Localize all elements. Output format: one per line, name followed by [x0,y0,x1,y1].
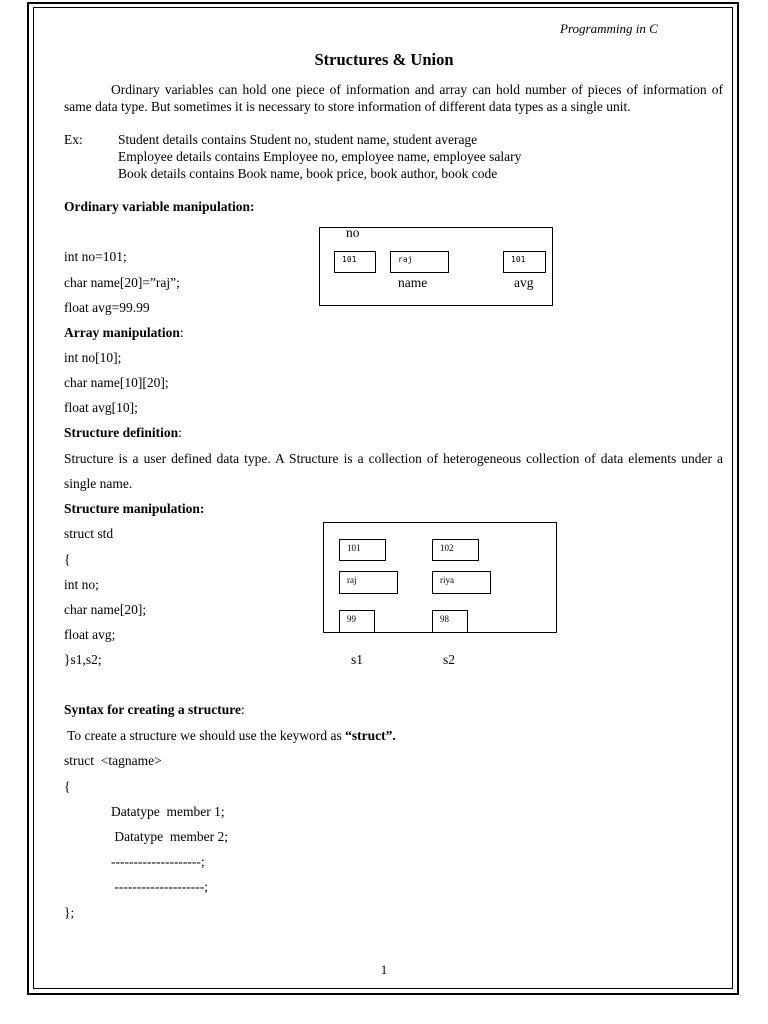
structdef-text: Structure is a user defined data type. A Structure is a collection of heterogeneous collection of data elements under a single name. [64,451,723,491]
code-line: --------------------; [111,879,209,894]
example-line: Student details contains Student no, student name, student average [118,132,478,147]
code-line: --------------------; [111,854,205,869]
diagram-label-avg: avg [514,275,534,290]
code-line: { [64,779,71,794]
code-line: struct std [64,526,114,541]
structdef-heading-colon: : [178,425,182,440]
diagram-label-name: name [398,275,428,290]
code-line: float avg=99.99 [64,300,150,315]
syntax-heading-text: Syntax for creating a structure [64,702,241,717]
example-line: Book details contains Book name, book price, book author, book code [118,166,498,181]
page-title: Structures & Union [314,50,454,69]
structdef-heading-text: Structure definition [64,425,179,440]
page-number: 1 [380,962,388,977]
code-line: }s1,s2; [64,652,102,667]
s1-cell-avg: 99 [339,610,375,633]
s2-label: s2 [443,652,456,667]
structdef-heading [64,425,182,441]
s2-cell-name: riya [432,571,491,594]
diagram-cell-name: raj [390,251,449,273]
diagram-cell-avg: 101 [503,251,546,273]
code-line: float avg; [64,627,116,642]
syntax-heading-colon: : [240,702,245,717]
code-line: int no; [64,577,99,592]
examples-label: Ex: [64,132,83,147]
s2-cell-no: 102 [432,539,479,561]
code-line: int no[10]; [64,350,122,365]
syntax-keyword: “struct”. [345,728,396,743]
s2-cell-avg: 98 [432,610,468,633]
diagram-cell-no: 101 [334,251,376,273]
code-line: { [64,552,71,567]
array-heading [64,325,184,341]
s1-cell-no: 101 [339,539,386,561]
code-line: struct <tagname> [64,753,162,768]
code-line: char name[20]; [64,602,147,617]
code-line: Datatype member 1; [111,804,225,819]
ordinary-heading: Ordinary variable manipulation: [64,199,255,214]
running-header: Programming in C [560,21,658,36]
code-line: Datatype member 2; [111,829,228,844]
s1-label: s1 [351,652,364,667]
code-line: char name[20]=”raj”; [64,275,180,290]
array-heading-colon: : [179,325,184,340]
code-line: char name[10][20]; [64,375,169,390]
code-line: int no=101; [64,249,127,264]
code-line: }; [64,905,75,920]
syntax-heading [64,702,245,718]
s1-cell-name: raj [339,571,398,594]
example-line: Employee details contains Employee no, employee name, employee salary [118,149,522,164]
diagram-label-no: no [346,225,360,240]
syntax-intro-text: To create a structure we should use the keyword as [64,728,346,743]
syntax-intro [64,728,396,744]
array-heading-text: Array manipulation [64,325,180,340]
structmanip-heading: Structure manipulation: [64,501,205,516]
code-line: float avg[10]; [64,400,138,415]
intro-paragraph: Ordinary variables can hold one piece of information and array can hold number of pieces of information of same data type. But sometimes it is necessary to store information of different data types as a single unit. [64,82,723,114]
